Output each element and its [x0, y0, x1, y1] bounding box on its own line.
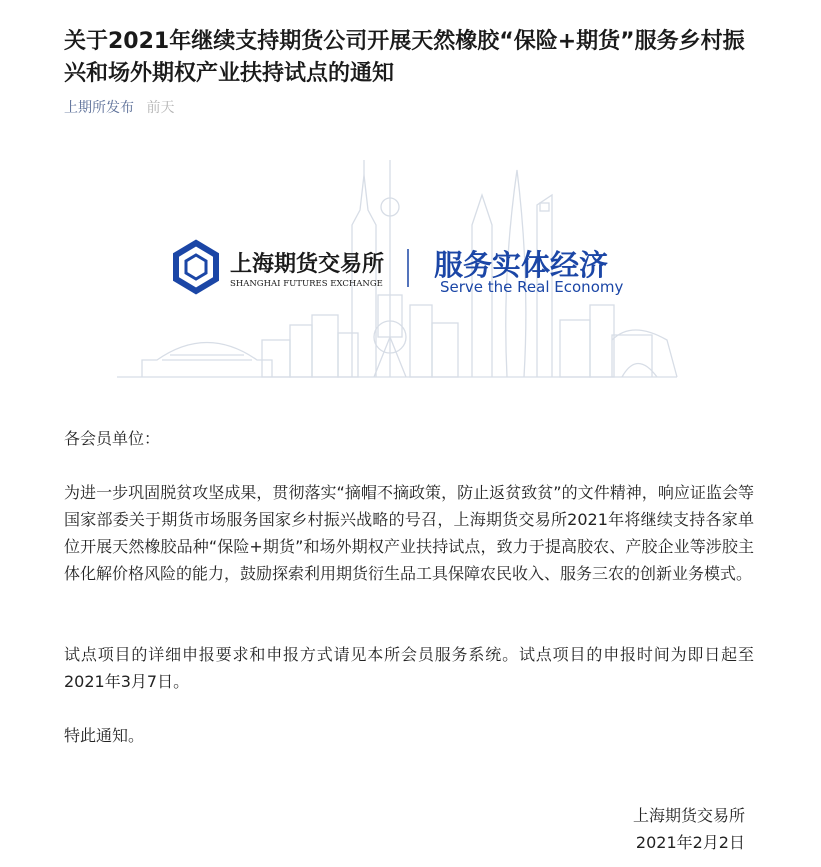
- skyline-illustration: [112, 155, 682, 385]
- paragraph-2: 试点项目的详细申报要求和申报方式请见本所会员服务系统。试点项目的申报时间为即日起至2021年3月7日。: [64, 645, 754, 691]
- signature-date: 2021年2月2日: [635, 833, 745, 852]
- signature-org: 上海期货交易所: [632, 806, 745, 825]
- logo-english-text: SHANGHAI FUTURES EXCHANGE: [230, 279, 383, 289]
- article-source-link[interactable]: 上期所发布: [64, 100, 134, 116]
- sfe-logo-icon: [176, 243, 216, 291]
- paragraph-1: 为进一步巩固脱贫攻坚成果，贯彻落实“摘帽不摘政策，防止返贫致贫”的文件精神，响应证监会等国家部委关于期货市场服务国家乡村振兴战略的号召，上海期货交易所2021年将继续支持各家单位开展天然橡胶品种“保险+期货”和场外期权产业扶持试点，致力于提高胶农、产胶企业等涉胶主体化解价格风险的能力，鼓励探索利用期货衍生品工具保障农民收入、服务三农的创新业务模式。: [64, 483, 754, 583]
- slogan-english-text: Serve the Real Economy: [440, 278, 624, 296]
- logo-chinese-text: 上海期货交易所: [230, 251, 385, 277]
- article-meta: [64, 99, 174, 117]
- publish-time: 前天: [146, 100, 175, 116]
- salutation: 各会员单位：: [64, 429, 161, 448]
- article-title: 关于2021年继续支持期货公司开展天然橡胶“保险+期货”服务乡村振兴和场外期权产业扶持试点的通知: [64, 29, 745, 86]
- banner-image: [112, 155, 682, 385]
- closing-text: 特此通知。: [64, 726, 145, 745]
- slogan-chinese-text: 服务实体经济: [434, 248, 609, 282]
